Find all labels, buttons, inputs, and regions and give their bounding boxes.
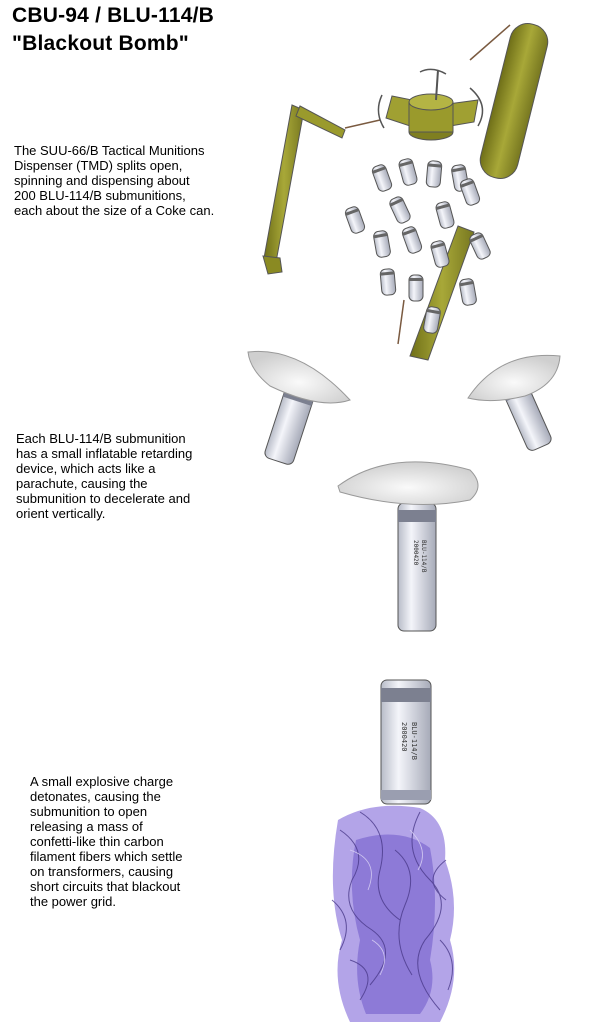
chute-right bbox=[468, 355, 560, 400]
title-line-1: CBU-94 / BLU-114/B bbox=[12, 4, 214, 27]
retarded-submunition-center bbox=[338, 462, 478, 631]
carbon-fiber-cloud bbox=[332, 806, 454, 1022]
caption-dispenser: The SUU-66/B Tactical Munitions Dispenser (TMD) splits open, spinning and dispensing about 200 BLU-114/B submunitions, each about the size of a Coke can. bbox=[14, 143, 215, 218]
dispenser-left-shell bbox=[264, 105, 304, 262]
canister-label-text-4: 2000420 bbox=[400, 722, 408, 752]
title-line-2: "Blackout Bomb" bbox=[12, 32, 189, 55]
submunition-cloud bbox=[344, 158, 492, 334]
chute-left bbox=[248, 351, 350, 403]
canister-label-text-2: 2000420 bbox=[412, 540, 419, 566]
retarded-submunition-left bbox=[248, 351, 350, 465]
chute-center bbox=[338, 462, 478, 505]
detonating-submunition bbox=[381, 680, 431, 804]
canister-label-text-3: BLU-114/B bbox=[410, 722, 418, 760]
caption-retarder: Each BLU-114/B submunition has a small inflatable retarding device, which acts like a parachute, causing the submunition to decelerate and orient vertically. bbox=[16, 431, 193, 521]
retarded-submunition-right bbox=[468, 355, 560, 452]
dispenser-hub bbox=[378, 69, 482, 140]
tmd-dispenser bbox=[263, 20, 552, 360]
canister-label-text-1: BLU-114/B bbox=[420, 540, 427, 573]
caption-detonation: A small explosive charge detonates, causing the submunition to open releasing a mass of confetti-like thin carbon filament fibers which settle on transformers, causing short circuits that blackout the power grid. bbox=[30, 774, 183, 909]
